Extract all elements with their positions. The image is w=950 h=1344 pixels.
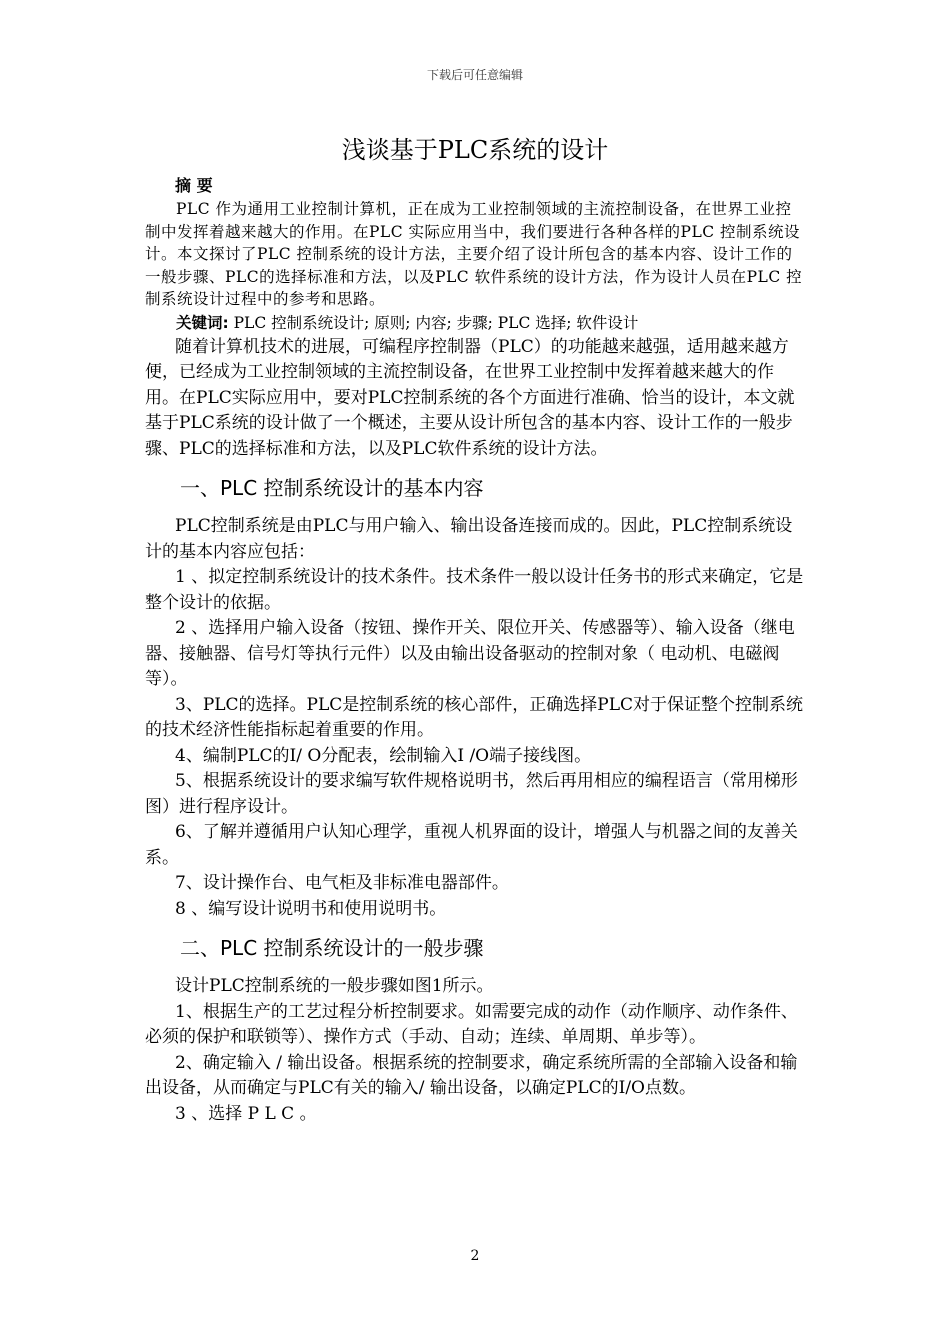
section1-paragraph: 5、根据系统设计的要求编写软件规格说明书，然后再用相应的编程语言（常用梯形图）进行程序设计。 [145,771,798,817]
document-body [145,132,805,1127]
section1-heading: 一、PLC 控制系统设计的基本内容 [180,476,484,501]
keywords-label: 关键词: [176,313,229,332]
intro-paragraph: 随着计算机技术的进展，可编程序控制器（PLC）的功能越来越强，适用越来越方便，已经成为工业控制领域的主流控制设备，在世界工业控制中发挥着越来越大的作用。在PLC实际应用中，要对PLC控制系统的各个方面进行准确、恰当的设计，本文就基于PLC系统的设计做了一个概述，主要从设计所包含的基本内容、设计工作的一般步骤、PLC的选择标准和方法，以及PLC软件系统的设计方法。 [145,336,795,459]
section1-paragraph: PLC控制系统是由PLC与用户输入、输出设备连接而成的。因此，PLC控制系统设计的基本内容应包括： [145,516,793,562]
section2-paragraph: 设计PLC控制系统的一般步骤如图1所示。 [175,976,494,997]
section2-paragraph: 3 、选择 P L C 。 [175,1103,317,1124]
section1-paragraph: 8 、编写设计说明书和使用说明书。 [175,898,447,919]
abstract-text: PLC 作为通用工业控制计算机，正在成为工业控制领域的主流控制设备，在世界工业控制中发挥着越来越大的作用。在PLC 实际应用当中，我们要进行各种各样的PLC 控制系统设计。本文探讨了PLC 控制系统的设计方法，主要介绍了设计所包含的基本内容、设计工作的一般步骤、PLC的选择标准和方法，以及PLC 软件系统的设计方法，作为设计人员在PLC 控制系统设计过程中的参考和思路。 [145,200,803,309]
section1-paragraph: 7、设计操作台、电气柜及非标准电器部件。 [175,873,509,894]
keywords-line [176,311,805,335]
section1-paragraph: 4、编制PLC的I/ O分配表，绘制输入I /O端子接线图。 [175,745,592,766]
document-title: 浅谈基于PLC系统的设计 [341,136,609,164]
section1-paragraph: 1 、拟定控制系统设计的技术条件。技术条件一般以设计任务书的形式来确定，它是整个设计的依据。 [145,567,804,613]
section2-paragraph: 2、确定输入 / 输出设备。根据系统的控制要求，确定系统所需的全部输入设备和输出设备，从而确定与PLC有关的输入/ 输出设备，以确定PLC的I/O点数。 [145,1052,798,1099]
section1-paragraph: 2 、选择用户输入设备（按钮、操作开关、限位开关、传感器等）、输入设备（继电器、接触器、信号灯等执行元件）以及由输出设备驱动的控制对象（ 电动机、电磁阀等）。 [145,618,795,690]
section2-paragraph: 1、根据生产的工艺过程分析控制要求。如需要完成的动作（动作顺序、动作条件、必须的保护和联锁等）、操作方式（手动、自动；连续、单周期、单步等）。 [145,1001,798,1048]
section2-heading: 二、PLC 控制系统设计的一般步骤 [180,936,484,961]
section1-paragraph: 6、了解并遵循用户认知心理学，重视人机界面的设计，增强人与机器之间的友善关系。 [145,822,798,868]
keywords-text: PLC 控制系统设计; 原则; 内容; 步骤; PLC 选择; 软件设计 [228,313,639,332]
page-header: 下载后可任意编辑 [426,68,523,82]
page-number: 2 [470,1248,480,1264]
section1-paragraph: 3、PLC的选择。PLC是控制系统的核心部件，正确选择PLC对于保证整个控制系统的技术经济性能指标起着重要的作用。 [145,694,804,741]
abstract-heading: 摘 要 [175,176,213,195]
